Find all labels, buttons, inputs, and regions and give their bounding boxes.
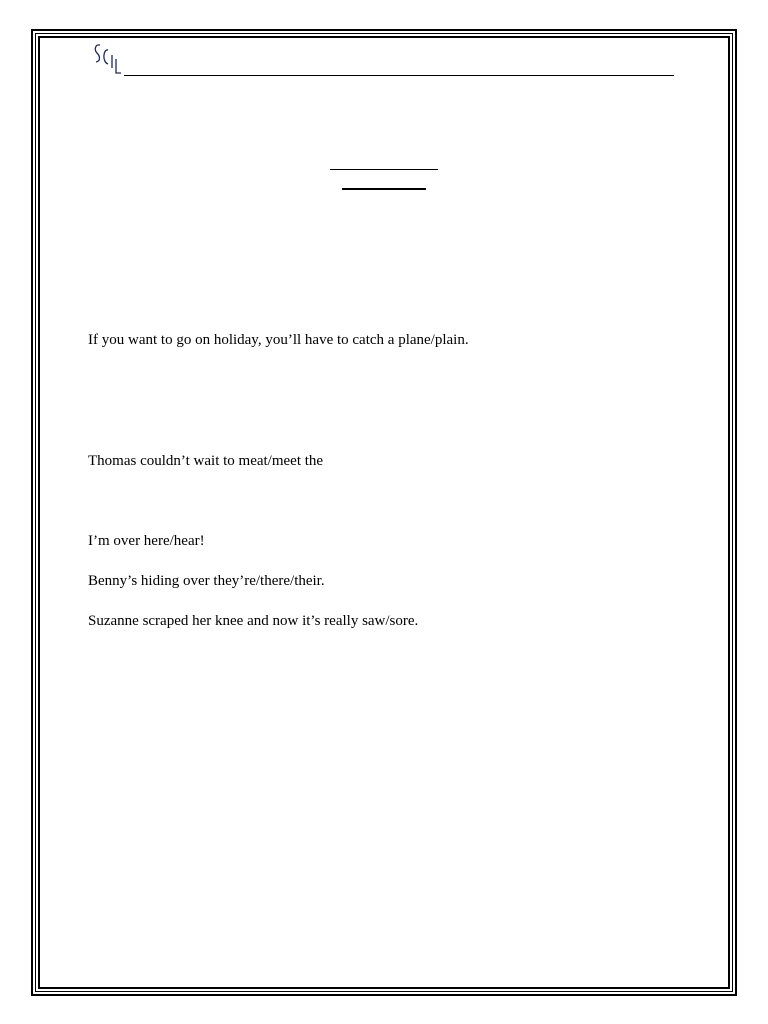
page-border-inner (38, 36, 730, 989)
sentence-5: Suzanne scraped her knee and now it’s really saw/sore. (88, 613, 419, 629)
title-blank-line (330, 169, 438, 170)
sentence-4: Benny’s hiding over they’re/there/their. (88, 573, 325, 589)
name-line (124, 75, 674, 76)
scil-logo (93, 42, 123, 76)
sentence-1: If you want to go on holiday, you’ll have to catch a plane/plain. (88, 332, 469, 348)
sentence-2: Thomas couldn’t wait to meat/meet the (88, 453, 324, 469)
subtitle-blank-line (342, 188, 426, 190)
sentence-3: I’m over here/hear! (88, 533, 205, 549)
